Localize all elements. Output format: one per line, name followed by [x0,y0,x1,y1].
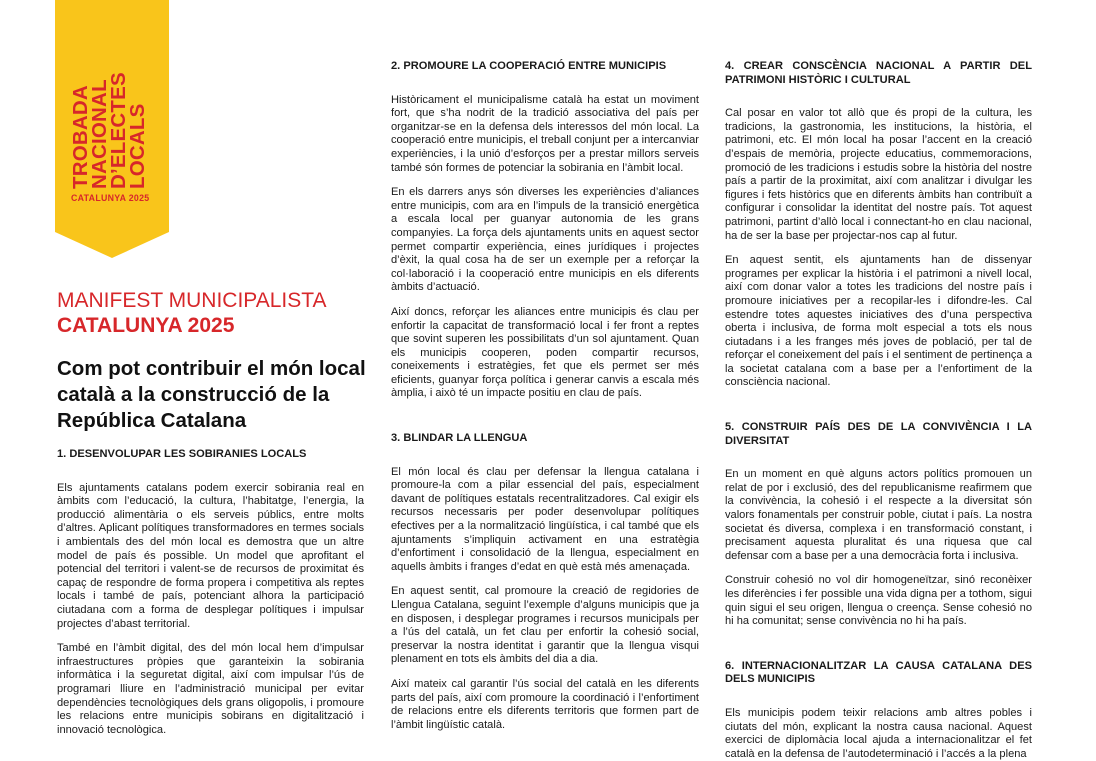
banner-title-line: LOCALS [126,103,149,189]
banner-title-line: NACIONAL [88,79,111,189]
manifest-title-line1: MANIFEST MUNICIPALISTA [57,289,327,312]
section-heading: 3. BLINDAR LA LLENGUA [391,432,528,445]
section-paragraph: El món local és clau per defensar la llengua catalana i promoure-la com a pilar essencial del país, especialment davant de polítiques estatals recentralitzadores. Cal exigir els recursos necessaris per poder desenvolupar polítiques efectives per a la normalització lingüística, i cal també que els ajuntaments s’impliquin activament en una estratègia d’enfortiment i consolidació de la llengua, especialment en aquells àmbits i franges d’edat en què està més amenaçada. [391,465,699,573]
banner-title-line: TROBADA [69,85,92,189]
manifest-title-line2: CATALUNYA 2025 [57,314,235,337]
section-paragraph: Així doncs, reforçar les aliances entre municipis és clau per enfortir la capacitat de transformació local i fer front a reptes que sovint superen les possibilitats d’un sol ajuntament. Quan els municipis cooperen, poden compartir recursos, coneixements i estratègies, fet que els permet ser més eficients, guanyar força política i generar canvis a escala més àmplia, i això té un impacte positiu en clau de país. [391,305,699,400]
manifest-title [57,288,327,338]
section-heading: 4. CREAR CONSCÈNCIA NACIONAL A PARTIR DEL PATRIMONI HISTÒRIC I CULTURAL [725,60,1032,86]
banner-title-line: D’ELECTES [107,72,130,189]
section-paragraph: En aquest sentit, els ajuntaments han de dissenyar programes per explicar la història i el patrimoni a nivell local, així com donar valor a totes les tradicions del nostre país i promoure iniciatives per a recopilar-les i difondre-les. Cal estendre totes aquestes iniciatives des d’una perspectiva oberta i inclusiva, de forma molt especial a tots els nous ciutadans i a les franges més joves de població, per tal de reforçar el coneixement del país i el sentiment de pertinença a la societat catalana com a base per a l’enfortiment de la consciència nacional. [725,254,1032,389]
section-paragraph: Així mateix cal garantir l’ús social del català en les diferents parts del país, així com promoure la coordinació i l’enfortiment de relacions entre els diferents territoris que formen part de l’àmbit lingüístic català. [391,677,699,731]
event-banner [55,0,169,258]
column-left [57,448,364,737]
section-paragraph: Construir cohesió no vol dir homogeneïtzar, sinó reconèixer les diferències i fer possible una vida digna per a tothom, sigui quin sigui el seu origen, llengua o creença. Sense cohesió no hi ha comunitat; sense convivència no hi ha país. [725,574,1032,628]
section-heading: 2. PROMOURE LA COOPERACIÓ ENTRE MUNICIPIS [391,60,667,72]
section-heading: 1. DESENVOLUPAR LES SOBIRANIES LOCALS [57,448,307,460]
section-paragraph: Els ajuntaments catalans podem exercir sobirania real en àmbits com l’educació, la cultura, l’habitatge, l’energia, la producció alimentària o els serveis públics, entre molts d’altres. Aplicant polítiques transformadores en termes socials i ambientals des del món local es demostra que un altre model de país és possible. Un model que aprofitant el potencial del territori i valent-se de recursos de proximitat és capaç de respondre de forma propera i competitiva als reptes locals i també de país, potenciant alhora la participació ciutadana com a forma de desplegar polítiques i impulsar projectes d’abast territorial. [57,481,364,630]
section-paragraph: També en l’àmbit digital, des del món local hem d’impulsar infraestructures pròpies que garanteixin la sobirania informàtica i la seguretat digital, així com impulsar l’ús de programari lliure en l’administració municipal per evitar dependències tecnològiques dels grans oligopolis, i promoure les relacions entre municipis sobirans en digitalització i innovació tecnològica. [57,642,364,736]
section-paragraph: En aquest sentit, cal promoure la creació de regidories de Llengua Catalana, seguint l’exemple d’alguns municipis que ja en disposen, i desplegar programes i recursos municipals per a l’ús del català, un fet clau per enfortir la cohesió social, preservar la nostra identitat i garantir que la llengua visqui plenament en tots els àmbits del dia a dia. [391,585,699,666]
section-heading: 5. CONSTRUIR PAÍS DES DE LA CONVIVÈNCIA I LA DIVERSITAT [725,421,1032,447]
section-paragraph: En un moment en què alguns actors polítics promouen un relat de por i exclusió, des del republicanisme reafirmem que la convivència, la cohesió i el respecte a la diversitat són valors fonamentals per construir poble, ciutat i país. La nostra societat és diversa, complexa i en transformació constant, i precisament aquesta pluralitat és una riquesa que cal defensar com a base per a una democràcia forta i inclusiva. [725,468,1032,562]
section-paragraph: Cal posar en valor tot allò que és propi de la cultura, les tradicions, la gastronomia, les institucions, la història, el patrimoni, etc. El món local ha posar l’accent en la creació d’espais de memòria, projecte educatius, commemoracions, promoció de les tradicions i estudis sobre la història del nostre país a partir de la proximitat, així com analitzar i divulgar les figures i fets històrics que en diferents àmbits han contribuït a configurar i consolidar la identitat del nostre país. Tot aquest patrimoni, partint d’allò local i connectant-ho en clau nacional, ha de ser la base per projectar-nos cap al futur. [725,107,1032,242]
section-paragraph: En els darrers anys són diverses les experiències d’aliances entre municipis, com ara en l’impuls de la transició energètica a escala local per guanyar autonomia de les grans companyies. La força dels ajuntaments units en aquest sector permet compartir experiència, eines jurídiques i projectes d’èxit, la qual cosa ha de ser un exemple per a reforçar la col·laboració i la cooperació entre municipis en els diferents àmbits d’actuació. [391,186,699,294]
section-paragraph: Històricament el municipalisme català ha estat un moviment fort, que s’ha nodrit de la tradició associativa del país per organitzar-se en la defensa dels interessos del món local. La cooperació entre municipis, el treball conjunt per a intercanviar experiències, i la unió d’esforços per a prestar millors serveis també són formes de potenciar la sobirania en l’àmbit local. [391,93,699,174]
column-middle [391,60,699,732]
document-subtitle: Com pot contribuir el món local català a la construcció de la República Catalana [57,357,366,432]
banner-title [71,19,161,189]
column-right [725,60,1032,761]
banner-subtitle: CATALUNYA 2025 [71,193,150,203]
section-heading: 6. INTERNACIONALITZAR LA CAUSA CATALANA DES DELS MUNICIPIS [725,659,1032,686]
section-paragraph: Els municipis podem teixir relacions amb altres pobles i ciutats del món, explicant la nostra causa nacional. Aquest exercici de diplomàcia local ajuda a internacionalitzar el fet català en la defensa de l’autodeterminació i l’accés a la plena [725,706,1032,760]
